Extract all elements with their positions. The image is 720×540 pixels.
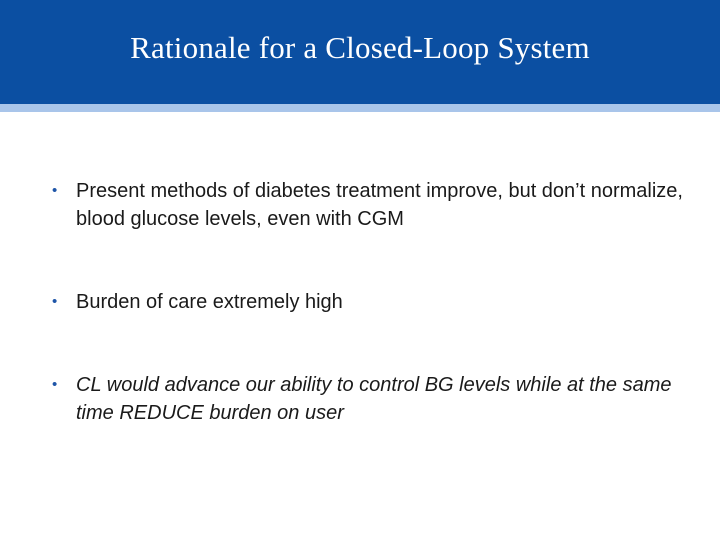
bullet-item-closed-loop-advance [52, 371, 692, 427]
title-bar [0, 0, 720, 104]
title-underline-stripe [0, 104, 720, 112]
bullet-item-present-methods [52, 177, 692, 233]
bullet-item-burden-of-care [52, 288, 692, 316]
bullet-dot-icon: • [52, 182, 58, 199]
bullet-dot-icon: • [52, 376, 58, 393]
bullet-text: CL would advance our ability to control BG levels while at the same time REDUCE burden on user [76, 374, 672, 424]
bullet-text: Present methods of diabetes treatment improve, but don’t normalize, blood glucose levels, even with CGM [76, 180, 683, 230]
bullet-dot-icon: • [52, 293, 58, 310]
slide-title: Rationale for a Closed-Loop System [130, 30, 590, 65]
bullet-text: Burden of care extremely high [76, 291, 343, 313]
